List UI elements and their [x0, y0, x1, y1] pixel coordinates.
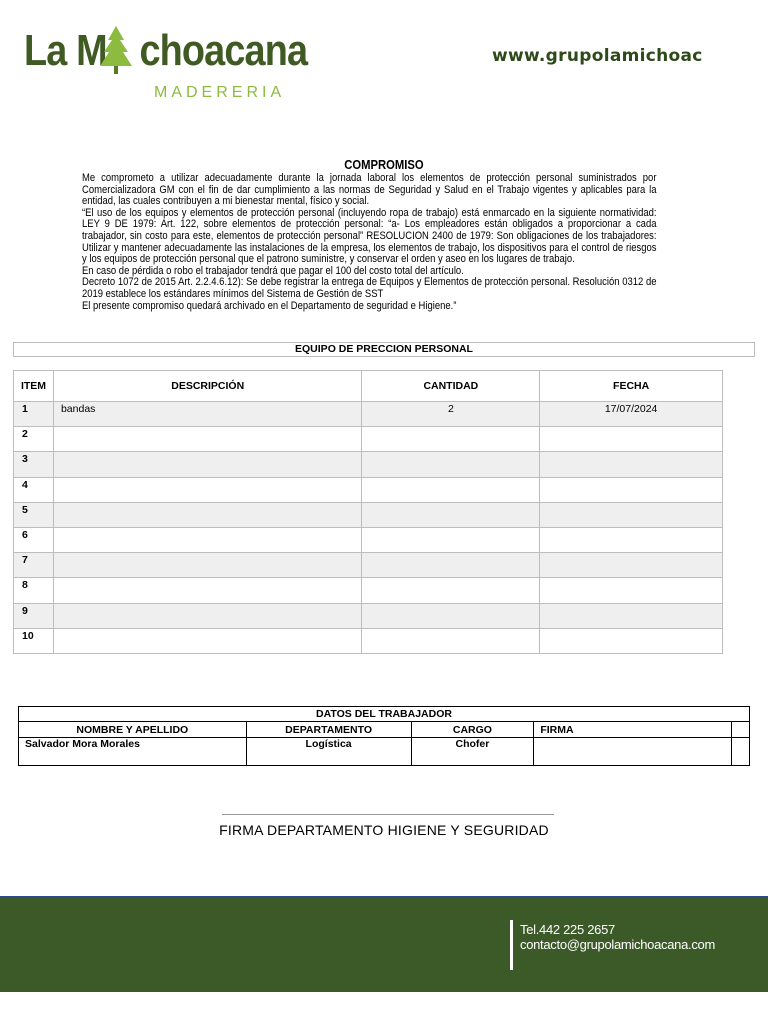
footer-phone[interactable]: Tel.442 225 2657 [520, 922, 615, 937]
table-row [14, 402, 723, 427]
item-description [53, 578, 362, 603]
compromiso-text [82, 173, 657, 312]
item-date: 17/07/2024 [540, 402, 723, 427]
logo-wordmark [24, 26, 307, 76]
compromiso-title: COMPROMISO [344, 158, 424, 172]
item-description [53, 603, 362, 628]
item-number: 9 [14, 603, 54, 628]
item-description [53, 502, 362, 527]
item-number: 5 [14, 502, 54, 527]
item-description [53, 477, 362, 502]
empty-cell [732, 738, 750, 766]
worker-data-table [18, 706, 750, 766]
column-header-department: DEPARTAMENTO [246, 722, 411, 738]
pine-tree-icon [97, 26, 135, 78]
column-header-item: ITEM [14, 371, 54, 402]
logo-text-left: La M [24, 26, 107, 75]
item-date [540, 477, 723, 502]
page-footer [0, 896, 768, 992]
item-number: 2 [14, 427, 54, 452]
worker-signature-field[interactable] [534, 738, 732, 766]
item-date [540, 452, 723, 477]
item-quantity [362, 603, 540, 628]
item-number: 8 [14, 578, 54, 603]
item-number: 6 [14, 527, 54, 552]
item-description [53, 427, 362, 452]
compromiso-paragraph: El presente compromiso quedará archivado en el Departamento de seguridad e Higiene.” [82, 299, 457, 312]
item-quantity [362, 477, 540, 502]
table-header-row [14, 371, 723, 402]
item-number: 1 [14, 402, 54, 427]
item-quantity [362, 628, 540, 653]
table-row [14, 603, 723, 628]
equipment-section-title: EQUIPO DE PRECCION PERSONAL [13, 342, 755, 357]
column-header-name: NOMBRE Y APELLIDO [19, 722, 247, 738]
item-number: 4 [14, 477, 54, 502]
equipment-table [13, 370, 723, 654]
company-logo [24, 26, 314, 106]
item-date [540, 502, 723, 527]
footer-email[interactable]: contacto@grupolamichoacana.com [520, 937, 715, 952]
compromiso-paragraph: “El uso de los equipos y elementos de protección personal (incluyendo ropa de trabajo) está enmarcado en la siguiente normatividad: LEY 9 DE 1979: Art. 122, sobre elementos de protección personal: “a- Los empleadores están obligados a proporcionar a cada trabajador, sin costo para este, elementos de protección personal” RESOLUCION 2400 de 1979: Son obligaciones de los trabajadores: Utilizar y mantener adecuadamente las instalaciones de la empresa, los elementos de trabajo, los dispositivos para el control de riesgos y los equipos de protección personal que el patrono suministre, y conservar el orden y aseo en los lugares de trabajo. [82, 206, 657, 266]
signature-label: FIRMA DEPARTAMENTO HIGIENE Y SEGURIDAD [219, 822, 549, 838]
logo-text-right: choacana [139, 26, 308, 75]
footer-divider [510, 920, 513, 970]
item-date [540, 578, 723, 603]
compromiso-paragraph: En caso de pérdida o robo el trabajador tendrá que pagar el 100 del costo total del artículo. [82, 264, 464, 277]
compromiso-paragraph: Decreto 1072 de 2015 Art. 2.2.4.6.12): Se debe registrar la entrega de Equipos y Elementos de protección personal. Resolución 0312 de 2019 establece los estándares mínimos del Sistema de Gestión de SST [82, 276, 657, 300]
signature-line [222, 814, 554, 815]
item-date [540, 527, 723, 552]
worker-section-title: DATOS DEL TRABAJADOR [19, 707, 750, 722]
item-number: 3 [14, 452, 54, 477]
table-row [14, 452, 723, 477]
column-header-position: CARGO [411, 722, 534, 738]
empty-cell [732, 722, 750, 738]
table-row [14, 553, 723, 578]
table-row [14, 527, 723, 552]
table-row [14, 578, 723, 603]
logo-subtitle: MADERERIA [154, 84, 286, 101]
column-header-description: DESCRIPCIÓN [53, 371, 362, 402]
item-description [53, 527, 362, 552]
worker-name: Salvador Mora Morales [19, 738, 247, 766]
item-description: bandas [53, 402, 362, 427]
item-quantity [362, 527, 540, 552]
item-quantity: 2 [362, 402, 540, 427]
item-date [540, 427, 723, 452]
item-quantity [362, 578, 540, 603]
website-link[interactable]: www.grupolamichoac [492, 46, 703, 66]
item-description [53, 628, 362, 653]
table-row [14, 477, 723, 502]
item-number: 7 [14, 553, 54, 578]
compromiso-paragraph: Me comprometo a utilizar adecuadamente durante la jornada laboral los elementos de protección personal suministrados por Comercializadora GM con el fin de dar cumplimiento a las normas de Seguridad y Salud en el Trabajo vigentes y aplicables para la entidad, las cuales contribuyen a mi bienestar mental, físico y social. [82, 172, 657, 208]
column-header-quantity: CANTIDAD [362, 371, 540, 402]
item-quantity [362, 502, 540, 527]
column-header-date: FECHA [540, 371, 723, 402]
item-date [540, 628, 723, 653]
column-header-signature: FIRMA [534, 722, 732, 738]
item-date [540, 553, 723, 578]
table-row [14, 502, 723, 527]
item-quantity [362, 427, 540, 452]
table-row [14, 628, 723, 653]
worker-department: Logística [246, 738, 411, 766]
item-description [53, 553, 362, 578]
item-description [53, 452, 362, 477]
item-number: 10 [14, 628, 54, 653]
table-row [14, 427, 723, 452]
item-date [540, 603, 723, 628]
item-quantity [362, 553, 540, 578]
worker-position: Chofer [411, 738, 534, 766]
item-quantity [362, 452, 540, 477]
